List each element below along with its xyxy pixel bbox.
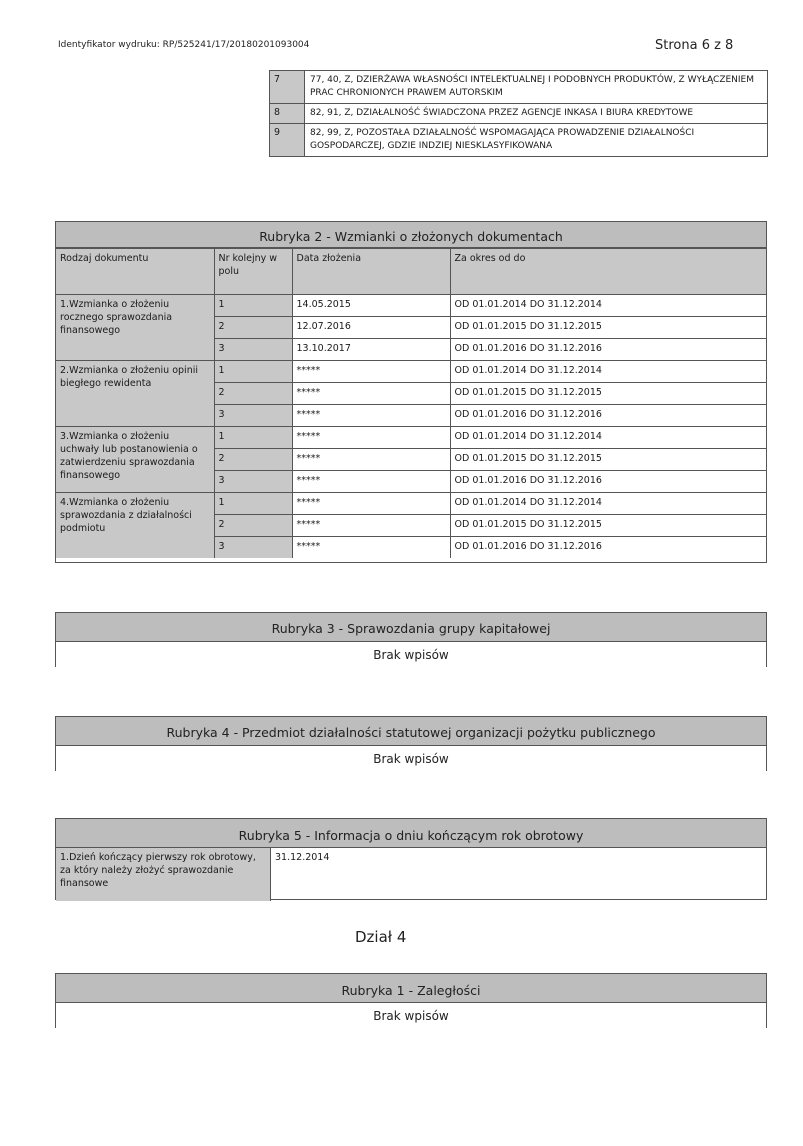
filing-date: 14.05.2015 <box>292 295 450 317</box>
pkd-table <box>269 70 768 157</box>
period: OD 01.01.2014 DO 31.12.2014 <box>450 295 766 317</box>
section-title: Rubryka 3 - Sprawozdania grupy kapitałowej <box>56 613 766 642</box>
pkd-row-text: 82, 91, Z, DZIAŁALNOŚĆ ŚWIADCZONA PRZEZ AGENCJE INKASA I BIURA KREDYTOWE <box>305 104 768 124</box>
row-number: 2 <box>214 383 292 405</box>
filing-date: ***** <box>292 493 450 515</box>
no-entries-text: Brak wpisów <box>56 642 766 667</box>
table-row <box>56 427 766 449</box>
pkd-row-number: 9 <box>270 124 305 157</box>
row-number: 3 <box>214 405 292 427</box>
period: OD 01.01.2014 DO 31.12.2014 <box>450 427 766 449</box>
section-title: Rubryka 1 - Zaległości <box>56 974 766 1003</box>
filing-date: 12.07.2016 <box>292 317 450 339</box>
section-statutory-activity <box>55 716 767 771</box>
row-number: 3 <box>214 537 292 559</box>
table-header-row <box>56 249 766 295</box>
column-header: Za okres od do <box>450 249 766 295</box>
fiscal-year-table <box>56 848 766 901</box>
period: OD 01.01.2015 DO 31.12.2015 <box>450 383 766 405</box>
filing-date: ***** <box>292 471 450 493</box>
row-number: 1 <box>214 361 292 383</box>
row-number: 1 <box>214 427 292 449</box>
filing-date: ***** <box>292 537 450 559</box>
document-type: 2.Wzmianka o złożeniu opinii biegłego rewidenta <box>56 361 214 427</box>
filing-date: ***** <box>292 405 450 427</box>
section-documents <box>55 221 767 563</box>
period: OD 01.01.2015 DO 31.12.2015 <box>450 449 766 471</box>
table-row <box>270 71 768 104</box>
documents-table <box>56 248 766 558</box>
row-number: 2 <box>214 449 292 471</box>
filing-date: ***** <box>292 361 450 383</box>
row-number: 2 <box>214 317 292 339</box>
filing-date: ***** <box>292 427 450 449</box>
pkd-row-number: 7 <box>270 71 305 104</box>
period: OD 01.01.2014 DO 31.12.2014 <box>450 361 766 383</box>
table-row <box>56 848 766 901</box>
section-group-reports <box>55 612 767 667</box>
table-row <box>270 104 768 124</box>
filing-date: 13.10.2017 <box>292 339 450 361</box>
filing-date: ***** <box>292 383 450 405</box>
period: OD 01.01.2016 DO 31.12.2016 <box>450 339 766 361</box>
period: OD 01.01.2015 DO 31.12.2015 <box>450 317 766 339</box>
row-number: 3 <box>214 471 292 493</box>
period: OD 01.01.2014 DO 31.12.2014 <box>450 493 766 515</box>
field-label: 1.Dzień kończący pierwszy rok obrotowy, za który należy złożyć sprawozdanie finansowe <box>56 848 271 901</box>
period: OD 01.01.2015 DO 31.12.2015 <box>450 515 766 537</box>
period: OD 01.01.2016 DO 31.12.2016 <box>450 471 766 493</box>
column-header: Rodzaj dokumentu <box>56 249 214 295</box>
section-title: Rubryka 4 - Przedmiot działalności statutowej organizacji pożytku publicznego <box>56 717 766 746</box>
document-type: 3.Wzmianka o złożeniu uchwały lub postanowienia o zatwierdzeniu sprawozdania finansowego <box>56 427 214 493</box>
document-type: 4.Wzmianka o złożeniu sprawozdania z działalności podmiotu <box>56 493 214 559</box>
field-value: 31.12.2014 <box>275 852 330 863</box>
section-arrears <box>55 973 767 1028</box>
table-row <box>56 493 766 515</box>
pkd-row-number: 8 <box>270 104 305 124</box>
no-entries-text: Brak wpisów <box>56 1003 766 1028</box>
page-number: Strona 6 z 8 <box>655 38 734 53</box>
section-fiscal-year-end <box>55 818 767 900</box>
period: OD 01.01.2016 DO 31.12.2016 <box>450 537 766 559</box>
section-title: Rubryka 5 - Informacja o dniu kończącym rok obrotowy <box>56 819 766 848</box>
table-row <box>270 124 768 157</box>
column-header: Nr kolejny w polu <box>214 249 292 295</box>
print-identifier: Identyfikator wydruku: RP/525241/17/20180201093004 <box>58 40 310 50</box>
document-type: 1.Wzmianka o złożeniu rocznego sprawozdania finansowego <box>56 295 214 361</box>
row-number: 1 <box>214 295 292 317</box>
row-number: 2 <box>214 515 292 537</box>
no-entries-text: Brak wpisów <box>56 746 766 771</box>
column-header: Data złożenia <box>292 249 450 295</box>
row-number: 3 <box>214 339 292 361</box>
filing-date: ***** <box>292 449 450 471</box>
pkd-row-text: 82, 99, Z, POZOSTAŁA DZIAŁALNOŚĆ WSPOMAGAJĄCA PROWADZENIE DZIAŁALNOŚCI GOSPODARCZEJ, GDZIE INDZIEJ NIESKLASYFIKOWANA <box>305 124 768 157</box>
filing-date: ***** <box>292 515 450 537</box>
section-title: Rubryka 2 - Wzmianki o złożonych dokumentach <box>56 222 766 248</box>
period: OD 01.01.2016 DO 31.12.2016 <box>450 405 766 427</box>
pkd-row-text: 77, 40, Z, DZIERŻAWA WŁASNOŚCI INTELEKTUALNEJ I PODOBNYCH PRODUKTÓW, Z WYŁĄCZENIEM PRAC CHRONIONYCH PRAWEM AUTORSKIM <box>305 71 768 104</box>
table-row <box>56 361 766 383</box>
table-row <box>56 295 766 317</box>
division-heading: Dział 4 <box>355 928 407 946</box>
row-number: 1 <box>214 493 292 515</box>
